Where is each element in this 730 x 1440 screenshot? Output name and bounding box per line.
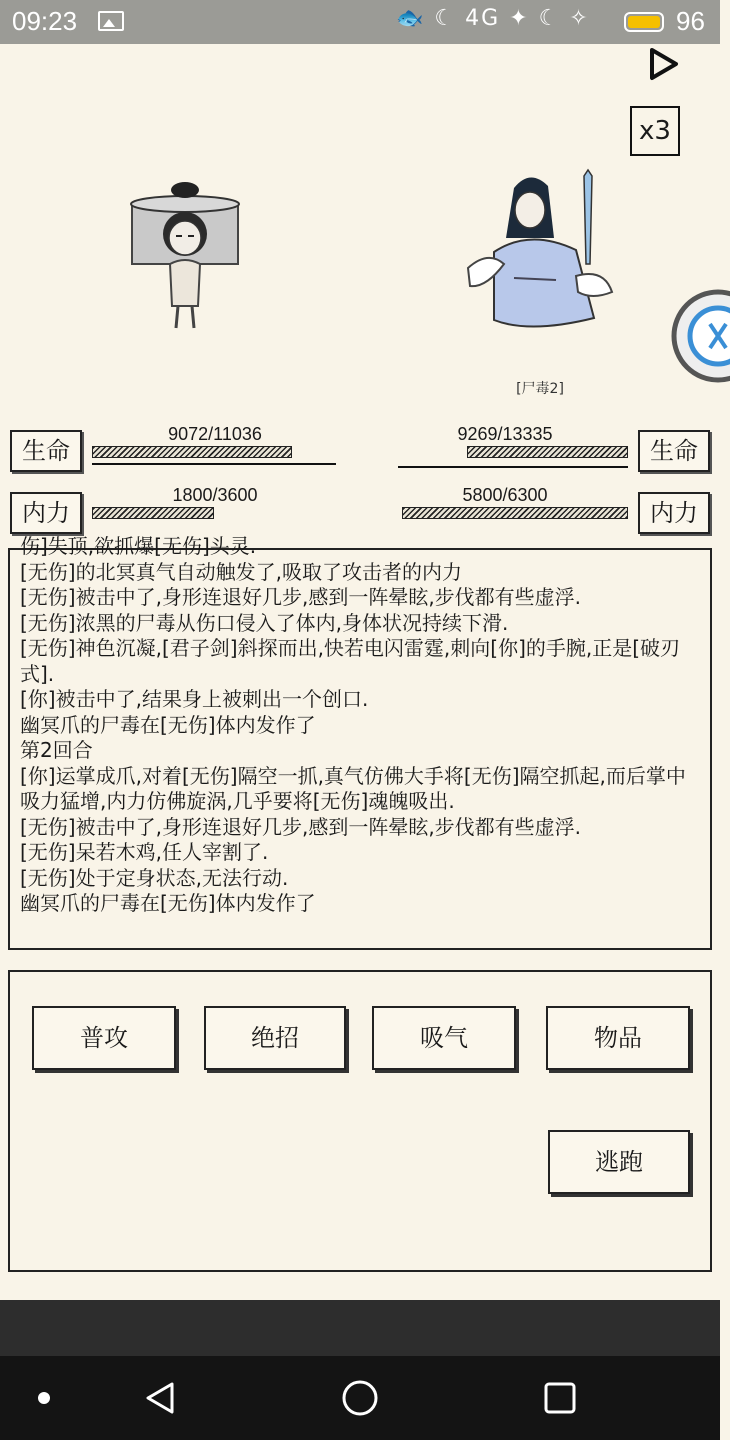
battle-log-line: 幽冥爪的尸毒在[无伤]体内发作了 (20, 712, 316, 737)
enemy-mp-value: 5800/6300 (462, 485, 548, 505)
player-mp-label: 内力 (10, 492, 82, 534)
action-panel (8, 970, 712, 1272)
enemy-mp-label: 内力 (638, 492, 710, 534)
battle-log-line: [无伤]被击中了,身形连退好几步,感到一阵晕眩,步伐都有些虚浮. (20, 585, 582, 609)
status-icons: 🐟 ☾ 4G ✦ ☾ ✧ (396, 6, 590, 31)
battle-log-lines (20, 534, 702, 917)
battery-icon (624, 12, 664, 32)
player-hp-value: 9072/11036 (168, 424, 262, 444)
player-character-sprite (126, 176, 244, 336)
battle-log-line: [无伤]被击中了,身形连退好几步,感到一阵晕眩,步伐都有些虚浮. (20, 814, 582, 839)
enemy-hp-bar (467, 446, 628, 458)
attack-button[interactable]: 普攻 (32, 1006, 176, 1070)
side-menu-handle-icon[interactable] (670, 288, 730, 384)
dot-icon[interactable] (36, 1390, 52, 1406)
play-icon[interactable] (646, 44, 682, 84)
battle-log-line: [无伤]的北冥真气自动触发了,吸取了攻击者的内力 (20, 559, 462, 584)
flee-button[interactable]: 逃跑 (548, 1130, 690, 1194)
bottom-gap (0, 1300, 720, 1356)
enemy-hp-value: 9269/13335 (457, 424, 553, 444)
battle-log-line: [无伤]神色沉凝,[君子剑]斜探而出,快若电闪雷霆,刺向[你]的手腕,正是[破刃式]. (20, 636, 681, 686)
battle-log-line: [你]被击中了,结果身上被刺出一个创口. (20, 687, 369, 711)
enemy-hp-label: 生命 (638, 430, 710, 472)
back-icon[interactable] (142, 1380, 178, 1416)
enemy-character-sprite (464, 168, 616, 330)
battle-log-line: [无伤]浓黑的尸毒从伤口侵入了体内,身体状况持续下滑. (20, 610, 509, 635)
battle-log-line: [你]运掌成爪,对着[无伤]隔空一抓,真气仿佛大手将[无伤]隔空抓起,而后掌中吸力猛增,内力仿佛旋涡,几乎要将[无伤]魂魄吸出. (20, 763, 686, 813)
player-hp-bar (92, 446, 292, 458)
battery-level: 96 (676, 6, 705, 36)
player-mp-value: 1800/3600 (172, 485, 258, 505)
status-time: 09:23 (12, 6, 78, 36)
items-button[interactable]: 物品 (546, 1006, 690, 1070)
home-icon[interactable] (340, 1378, 380, 1418)
enemy-status-tag: [尸毒2] (516, 381, 564, 397)
gallery-notification-icon (98, 11, 124, 31)
battle-log[interactable] (8, 534, 712, 950)
ultimate-button[interactable]: 绝招 (204, 1006, 346, 1070)
battle-log-line: [无伤]呆若木鸡,任人宰割了. (20, 840, 269, 864)
speed-button[interactable]: x3 (630, 106, 680, 156)
recents-icon[interactable] (542, 1380, 578, 1416)
battle-log-line: 第2回合 (20, 738, 93, 762)
battle-log-line: [无伤]处于定身状态,无法行动. (20, 865, 289, 890)
player-hp-label: 生命 (10, 430, 82, 472)
player-hp-track (92, 463, 336, 465)
status-bar (0, 0, 720, 44)
battle-log-line: 幽冥爪的尸毒在[无伤]体内发作了 (20, 891, 316, 915)
enemy-hp-track (398, 466, 628, 468)
enemy-mp-bar (402, 507, 628, 519)
system-nav-bar (0, 1356, 720, 1440)
player-mp-bar (92, 507, 214, 519)
battle-log-line: 伤]失顶,欲抓爆[无伤]头灵. (20, 534, 257, 558)
breathe-button[interactable]: 吸气 (372, 1006, 516, 1070)
